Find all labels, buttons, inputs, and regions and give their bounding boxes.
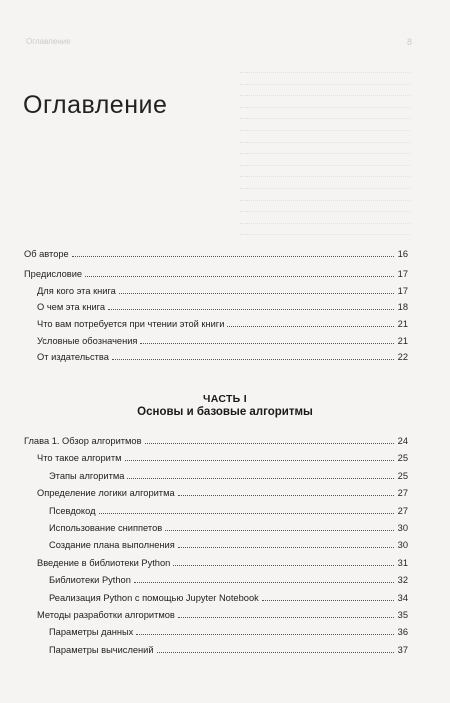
bleed-line (240, 188, 410, 198)
toc-entry-page: 18 (397, 302, 408, 312)
dot-leader (112, 358, 394, 360)
bleed-line (240, 107, 410, 117)
dot-leader (157, 651, 394, 653)
part-name: Основы и базовые алгоритмы (137, 406, 313, 418)
page-title: Оглавление (23, 90, 168, 119)
toc-entry (49, 643, 408, 657)
toc-entry (49, 504, 408, 518)
toc-entry-page: 16 (397, 249, 408, 259)
dot-leader (262, 599, 394, 601)
running-title: Оглавление (26, 37, 71, 46)
page-number: 8 (406, 37, 412, 47)
toc-entry-title: Что вам потребуется при чтении этой книги (37, 319, 225, 329)
toc-entry (37, 300, 408, 314)
bleed-line (240, 200, 410, 210)
toc-entry (37, 451, 408, 465)
bleed-line (240, 72, 410, 82)
toc-entry-page: 22 (397, 352, 408, 362)
bleed-line (240, 118, 410, 128)
toc-entry-page: 25 (397, 453, 408, 463)
dot-leader (178, 494, 394, 496)
dot-leader (145, 442, 394, 444)
toc-entry (37, 350, 408, 364)
toc-entry-title: О чем эта книга (37, 302, 106, 312)
toc-entry (37, 334, 408, 348)
dot-leader (136, 633, 393, 635)
toc-entry-title: Введение в библиотеки Python (37, 558, 171, 568)
toc-entry-title: Глава 1. Обзор алгоритмов (24, 436, 142, 446)
toc-entry-title: Реализация Python с помощью Jupyter Notebook (49, 593, 259, 603)
toc-entry-page: 24 (397, 436, 408, 446)
toc-entry-page: 21 (397, 336, 408, 346)
toc-entry-page: 30 (397, 523, 408, 533)
toc-entry-page: 17 (397, 286, 408, 296)
toc-entry-title: Предисловие (24, 269, 83, 279)
toc-entry-page: 30 (397, 540, 408, 550)
bleed-line (240, 84, 410, 94)
bleed-line (240, 176, 410, 186)
toc-entry-title: Методы разработки алгоритмов (37, 610, 175, 620)
toc-entry-title: Этапы алгоритма (49, 471, 125, 481)
bleed-line (240, 211, 410, 221)
dot-leader (99, 512, 394, 514)
toc-entry (49, 591, 408, 605)
toc-entry (37, 317, 408, 331)
toc-entry-title: Что такое алгоритм (37, 453, 122, 463)
dot-leader (85, 275, 394, 277)
dot-leader (119, 292, 394, 294)
toc-entry-page: 25 (397, 471, 408, 481)
bleed-line (240, 142, 410, 152)
bleed-line (240, 165, 410, 175)
dot-leader (127, 477, 393, 479)
toc-entry-title: Параметры вычислений (49, 645, 154, 655)
bleed-line (240, 223, 410, 233)
part-label: ЧАСТЬ I (203, 393, 247, 405)
toc-entry-page: 35 (397, 610, 408, 620)
toc-entry-page: 36 (397, 627, 408, 637)
toc-entry (37, 486, 408, 500)
bleed-line (240, 130, 410, 140)
toc-entry-title: Об авторе (24, 249, 69, 259)
toc-entry-page: 21 (397, 319, 408, 329)
bleed-line (240, 95, 410, 105)
dot-leader (72, 255, 394, 257)
toc-entry (49, 521, 408, 535)
dot-leader (125, 459, 394, 461)
dot-leader (165, 529, 393, 531)
dot-leader (134, 581, 394, 583)
toc-entry-title: Условные обозначения (37, 336, 138, 346)
dot-leader (173, 564, 393, 566)
dot-leader (140, 342, 393, 344)
toc-entry-title: Библиотеки Python (49, 575, 131, 585)
bleed-line (240, 153, 410, 163)
dot-leader (227, 325, 393, 327)
toc-entry (24, 247, 408, 261)
toc-entry-title: Определение логики алгоритма (37, 488, 175, 498)
toc-entry-title: От издательства (37, 352, 109, 362)
toc-entry (49, 625, 408, 639)
bleed-through-texture (240, 72, 410, 244)
dot-leader (178, 616, 394, 618)
toc-entry (24, 267, 408, 281)
toc-entry (37, 284, 408, 298)
toc-entry (49, 469, 408, 483)
toc-entry-page: 31 (397, 558, 408, 568)
toc-entry-title: Для кого эта книга (37, 286, 116, 296)
bleed-line (240, 234, 410, 244)
toc-entry-title: Псевдокод (49, 506, 96, 516)
toc-entry-page: 37 (397, 645, 408, 655)
toc-entry (49, 573, 408, 587)
toc-entry-page: 17 (397, 269, 408, 279)
toc-entry-page: 27 (397, 488, 408, 498)
toc-entry-title: Параметры данных (49, 627, 134, 637)
toc-entry-title: Создание плана выполнения (49, 540, 175, 550)
toc-entry-page: 32 (397, 575, 408, 585)
dot-leader (178, 546, 394, 548)
toc-entry (37, 608, 408, 622)
toc-entry-title: Использование сниппетов (49, 523, 163, 533)
toc-entry-page: 34 (397, 593, 408, 603)
toc-entry (37, 556, 408, 570)
toc-entry (49, 538, 408, 552)
page-header (26, 37, 412, 51)
toc-entry (24, 434, 408, 448)
dot-leader (108, 308, 394, 310)
toc-entry-page: 27 (397, 506, 408, 516)
